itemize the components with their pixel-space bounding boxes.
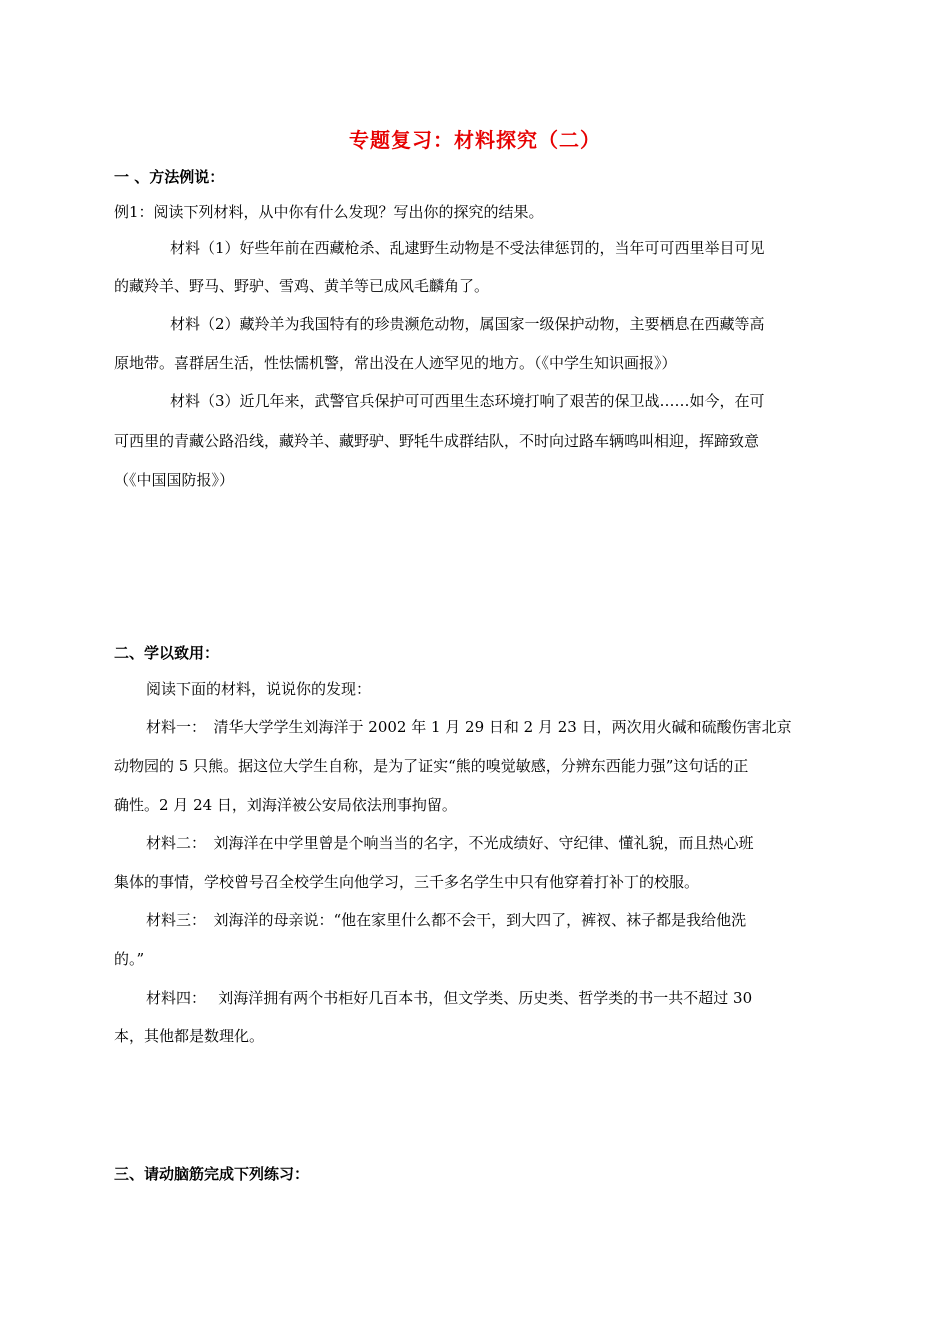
- material1-line1: 材料（1）好些年前在西藏枪杀、乱逮野生动物是不受法律惩罚的，当年可可西里举目可见: [170, 239, 765, 257]
- material-four-line2: 本，其他都是数理化。: [114, 1027, 265, 1045]
- material-one-line1: 材料一： 清华大学学生刘海洋于 2002 年 1 月 29 日和 2 月 23 日，两次用火碱和硫酸伤害北京: [146, 718, 792, 736]
- page-title: 专题复习：材料探究（二）: [349, 128, 601, 152]
- example-prompt: 例1：阅读下列材料，从中你有什么发现？写出你的探究的结果。: [114, 203, 544, 221]
- material-four-line1: 材料四： 刘海洋拥有两个书柜好几百本书，但文学类、历史类、哲学类的书一共不超过 30: [146, 989, 753, 1007]
- section2-intro: 阅读下面的材料，说说你的发现：: [146, 680, 372, 698]
- material-three-line2: 的。”: [114, 950, 145, 968]
- material3-line1: 材料（3）近几年来，武警官兵保护可可西里生态环境打响了艰苦的保卫战……如今，在可: [170, 392, 765, 410]
- material-one-line3: 确性。2 月 24 日，刘海洋被公安局依法刑事拘留。: [114, 796, 457, 814]
- material2-line1: 材料（2）藏羚羊为我国特有的珍贵濒危动物，属国家一级保护动物，主要栖息在西藏等高: [170, 315, 765, 333]
- material1-line2: 的藏羚羊、野马、野驴、雪鸡、黄羊等已成风毛麟角了。: [114, 277, 490, 295]
- material3-line2: 可西里的青藏公路沿线，藏羚羊、藏野驴、野牦牛成群结队，不时向过路车辆鸣叫相迎，挥蹄致意: [114, 432, 760, 450]
- material-three-line1: 材料三： 刘海洋的母亲说：“他在家里什么都不会干，到大四了，裤衩、袜子都是我给他洗: [146, 911, 747, 929]
- material-two-line1: 材料二： 刘海洋在中学里曾是个响当当的名字，不光成绩好、守纪律、懂礼貌，而且热心班: [146, 834, 754, 852]
- material-two-line2: 集体的事情，学校曾号召全校学生向他学习，三千多名学生中只有他穿着打补丁的校服。: [114, 873, 700, 891]
- material-one-line2: 动物园的 5 只熊。据这位大学生自称，是为了证实“熊的嗅觉敏感，分辨东西能力强”这句话的正: [114, 757, 749, 775]
- section1-heading: 一 、方法例说：: [114, 168, 225, 186]
- material3-line3: （《中国国防报》）: [114, 471, 235, 489]
- section2-heading: 二、学以致用：: [114, 644, 220, 662]
- material2-line2: 原地带。喜群居生活，性怯懦机警，常出没在人迹罕见的地方。（《中学生知识画报》）: [114, 354, 677, 372]
- section3-heading: 三、请动脑筋完成下列练习：: [114, 1165, 310, 1183]
